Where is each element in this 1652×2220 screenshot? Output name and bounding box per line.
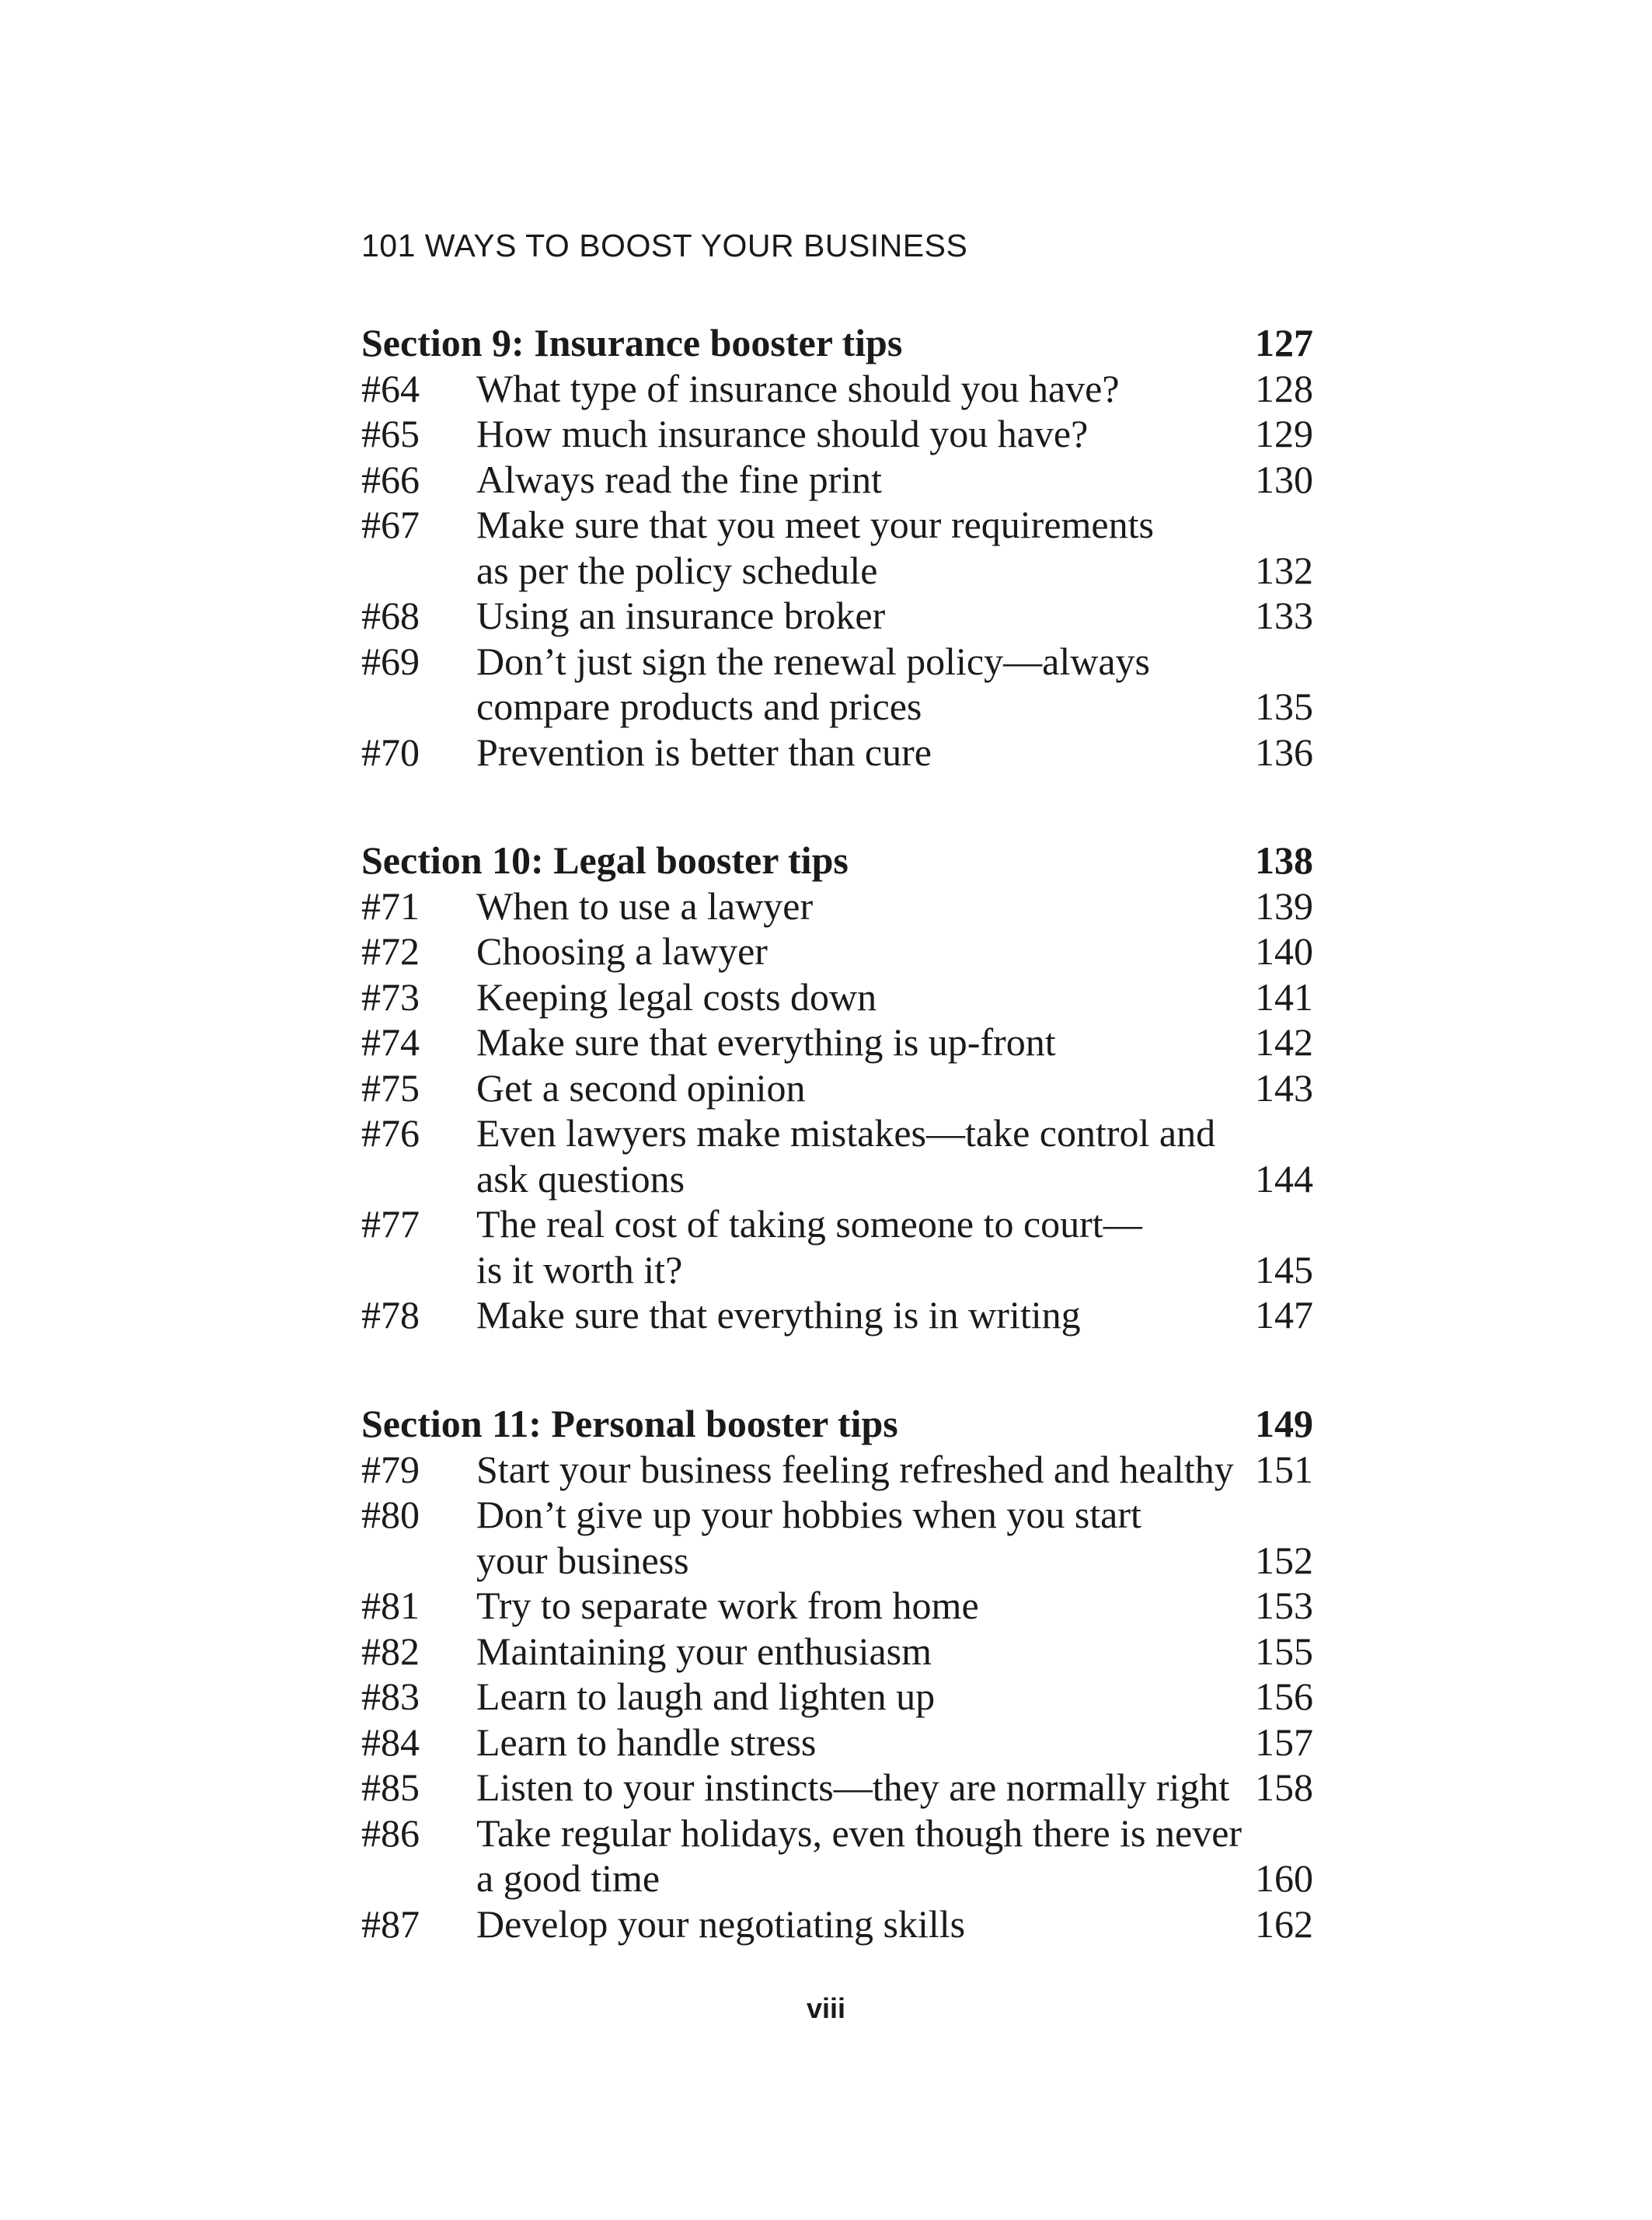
tip-page-number: 145: [1255, 1247, 1313, 1291]
section-heading: Section 9: Insurance booster tips: [361, 321, 903, 364]
tip-number: #79: [361, 1447, 420, 1491]
tip-title: Listen to your instincts—they are normally right: [476, 1765, 1230, 1809]
tip-page-number: 143: [1255, 1065, 1313, 1110]
toc-entry-line: [361, 1901, 1313, 1947]
tip-page-number: 130: [1255, 457, 1313, 501]
tip-page-number: 135: [1255, 685, 1313, 728]
toc-entry-line: [361, 502, 1313, 548]
section-page-number: 149: [1255, 1402, 1313, 1445]
tip-title: Maintaining your enthusiasm: [476, 1629, 932, 1673]
tip-title: Keeping legal costs down: [476, 974, 877, 1019]
tip-number: #77: [361, 1202, 420, 1246]
tip-number: #66: [361, 457, 420, 501]
toc-entry-line: [361, 593, 1313, 639]
section-heading: Section 10: Legal booster tips: [361, 838, 849, 882]
toc-section-11: [361, 1401, 1313, 1946]
toc-entry-line: [361, 974, 1313, 1020]
tip-number: #73: [361, 974, 420, 1019]
toc-entry-line: [361, 1201, 1313, 1247]
toc-entry-line: [361, 1447, 1313, 1493]
toc-entry-line: [361, 366, 1313, 412]
tip-title: Prevention is better than cure: [476, 730, 932, 774]
toc-entry-line: [361, 1629, 1313, 1675]
tip-title: compare products and prices: [476, 685, 922, 728]
tip-number: #87: [361, 1901, 420, 1946]
tip-page-number: 144: [1255, 1156, 1313, 1201]
tip-page-number: 152: [1255, 1538, 1313, 1582]
tip-number: #70: [361, 730, 420, 774]
tip-number: #81: [361, 1584, 420, 1627]
tip-number: #72: [361, 929, 420, 973]
toc-entry-line: [361, 929, 1313, 974]
tip-title: Learn to handle stress: [476, 1720, 817, 1764]
tip-title: Even lawyers make mistakes—take control and: [476, 1111, 1216, 1155]
section-page-number: 138: [1255, 838, 1313, 882]
tip-title: ask questions: [476, 1156, 685, 1201]
tip-title: Make sure that everything is in writing: [476, 1293, 1081, 1337]
toc-entry-line: [361, 1065, 1313, 1111]
toc-section-10: [361, 838, 1313, 1338]
section-heading-row: [361, 1401, 1313, 1447]
toc-entry-line: [361, 1492, 1313, 1538]
toc-entry-line: [361, 639, 1313, 685]
tip-title: Don’t just sign the renewal policy—always: [476, 639, 1150, 683]
tip-number: #71: [361, 883, 420, 928]
toc-entry-line: [361, 883, 1313, 929]
toc-entry-line: [361, 1583, 1313, 1629]
tip-title: Learn to laugh and lighten up: [476, 1675, 936, 1718]
section-heading-row: [361, 320, 1313, 366]
tip-title: Start your business feeling refreshed and healthy: [476, 1447, 1234, 1491]
tip-number: #67: [361, 503, 420, 546]
tip-number: #65: [361, 412, 420, 455]
tip-page-number: 141: [1255, 974, 1313, 1019]
tip-title: Get a second opinion: [476, 1065, 806, 1110]
tip-page-number: 140: [1255, 929, 1313, 973]
tip-number: #64: [361, 366, 420, 410]
tip-number: #68: [361, 594, 420, 637]
tip-page-number: 153: [1255, 1584, 1313, 1627]
toc-entry-line: [361, 1538, 1313, 1584]
tip-title: How much insurance should you have?: [476, 412, 1089, 455]
toc-entry-line: [361, 684, 1313, 730]
tip-page-number: 151: [1255, 1447, 1313, 1491]
tip-title: Make sure that everything is up-front: [476, 1020, 1056, 1064]
tip-title: Try to separate work from home: [476, 1584, 979, 1627]
section-page-number: 127: [1255, 321, 1313, 364]
tip-title: Using an insurance broker: [476, 594, 886, 637]
tip-title: as per the policy schedule: [476, 548, 878, 592]
tip-page-number: 160: [1255, 1856, 1313, 1900]
tip-number: #74: [361, 1020, 420, 1064]
tip-title: Develop your negotiating skills: [476, 1901, 966, 1946]
toc-entry-line: [361, 1765, 1313, 1811]
tip-number: #84: [361, 1720, 420, 1764]
tip-number: #83: [361, 1675, 420, 1718]
toc-entry-line: [361, 730, 1313, 775]
tip-page-number: 156: [1255, 1675, 1313, 1718]
toc-entry-line: [361, 457, 1313, 503]
toc-entry-line: [361, 1811, 1313, 1856]
section-heading-row: [361, 838, 1313, 883]
tip-number: #76: [361, 1111, 420, 1155]
tip-page-number: 136: [1255, 730, 1313, 774]
section-heading: Section 11: Personal booster tips: [361, 1402, 898, 1445]
tip-title: What type of insurance should you have?: [476, 366, 1120, 410]
tip-title: Take regular holidays, even though there is never: [476, 1811, 1242, 1855]
tip-page-number: 147: [1255, 1293, 1313, 1337]
tip-page-number: 162: [1255, 1901, 1313, 1946]
toc-entry-line: [361, 1247, 1313, 1293]
tip-page-number: 128: [1255, 366, 1313, 410]
tip-page-number: 139: [1255, 883, 1313, 928]
tip-page-number: 155: [1255, 1629, 1313, 1673]
tip-title: Make sure that you meet your requirements: [476, 503, 1154, 546]
toc-entry-line: [361, 548, 1313, 594]
tip-title: a good time: [476, 1856, 660, 1900]
toc-entry-line: [361, 1019, 1313, 1065]
toc-entry-line: [361, 1856, 1313, 1901]
tip-title: When to use a lawyer: [476, 883, 814, 928]
tip-title: Don’t give up your hobbies when you start: [476, 1493, 1141, 1536]
toc-entry-line: [361, 411, 1313, 457]
tip-number: #86: [361, 1811, 420, 1855]
toc-entry-line: [361, 1156, 1313, 1202]
toc-entry-line: [361, 1674, 1313, 1720]
toc-entry-line: [361, 1110, 1313, 1156]
tip-number: #85: [361, 1765, 420, 1809]
tip-page-number: 142: [1255, 1020, 1313, 1064]
tip-title: Choosing a lawyer: [476, 929, 768, 973]
tip-page-number: 129: [1255, 412, 1313, 455]
tip-page-number: 157: [1255, 1720, 1313, 1764]
tip-title: The real cost of taking someone to court—: [476, 1202, 1142, 1246]
toc-entry-line: [361, 1292, 1313, 1338]
tip-number: #69: [361, 639, 420, 683]
tip-number: #75: [361, 1065, 420, 1110]
tip-page-number: 158: [1255, 1765, 1313, 1809]
tip-number: #82: [361, 1629, 420, 1673]
running-head: 101 WAYS TO BOOST YOUR BUSINESS: [361, 228, 968, 263]
tip-title: your business: [476, 1538, 689, 1582]
tip-title: Always read the fine print: [476, 457, 883, 501]
tip-number: #78: [361, 1293, 420, 1337]
tip-page-number: 132: [1255, 548, 1313, 592]
toc-entry-line: [361, 1720, 1313, 1765]
tip-number: #80: [361, 1493, 420, 1536]
toc-section-9: [361, 320, 1313, 775]
tip-page-number: 133: [1255, 594, 1313, 637]
tip-title: is it worth it?: [476, 1247, 683, 1291]
page-number: viii: [806, 1992, 846, 2024]
